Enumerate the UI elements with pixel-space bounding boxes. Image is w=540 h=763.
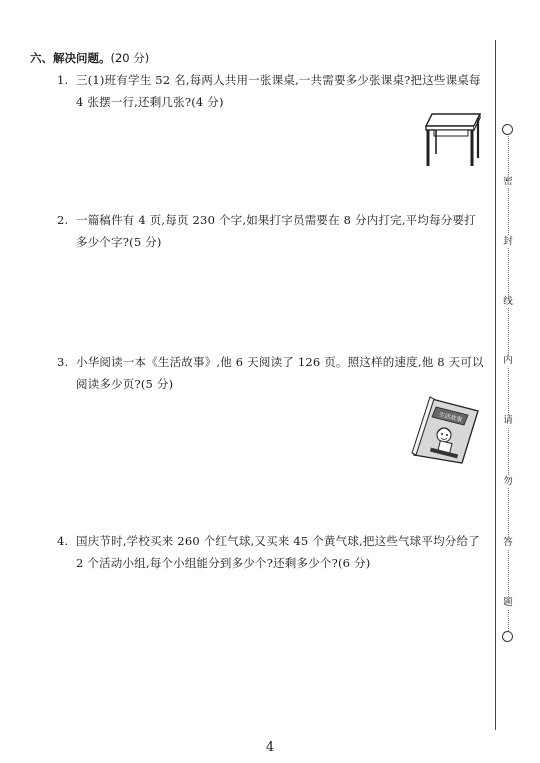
seal-char: 封: [503, 236, 513, 247]
section-heading: [30, 50, 149, 66]
binding-ring-top: [502, 124, 513, 135]
page-number: 4: [265, 740, 275, 755]
question-text: 小华阅读一本《生活故事》,他 6 天阅读了 126 页。照这样的速度,他 8 天可以阅读多少页?(5 分): [76, 355, 484, 391]
question-number: 4.: [57, 534, 69, 548]
question-text: 一篇稿件有 4 页,每页 230 个字,如果打字员需要在 8 分内打完,平均每分要打多少个字?(5 分): [76, 213, 476, 249]
seal-char: 请: [503, 415, 513, 426]
binding-ring-bottom: [502, 631, 513, 642]
book-illustration: [408, 393, 482, 465]
seal-char: 勿: [503, 476, 513, 487]
question-number: 3.: [57, 355, 69, 369]
section-points: (20 分): [110, 51, 150, 65]
question-text: 三(1)班有学生 52 名,每两人共用一张课桌,一共需要多少张课桌?把这些课桌每 4 张摆一行,还剩几张?(4 分): [76, 73, 481, 109]
seal-char: 密: [503, 176, 513, 187]
question-2: [57, 209, 485, 253]
section-title: 六、解决问题。: [30, 51, 111, 65]
seal-char: 线: [503, 296, 513, 307]
question-text: 国庆节时,学校买来 260 个红气球,又买来 45 个黄气球,把这些气球平均分给了 2 个活动小组,每个小组能分到多少个?还剩多少个?(6 分): [76, 534, 480, 570]
question-3: [57, 351, 485, 395]
question-number: 2.: [57, 213, 69, 227]
desk-illustration: [422, 112, 482, 168]
seal-char: 答: [503, 537, 513, 548]
book-cover-title: 生活故事: [437, 411, 463, 424]
binding-edge-line: [495, 40, 496, 730]
question-4: [57, 530, 485, 574]
seal-dotted-line: [508, 130, 509, 635]
question-number: 1.: [57, 73, 69, 87]
seal-char: 内: [503, 355, 513, 366]
seal-char: 题: [503, 597, 513, 608]
question-1: [57, 69, 485, 113]
